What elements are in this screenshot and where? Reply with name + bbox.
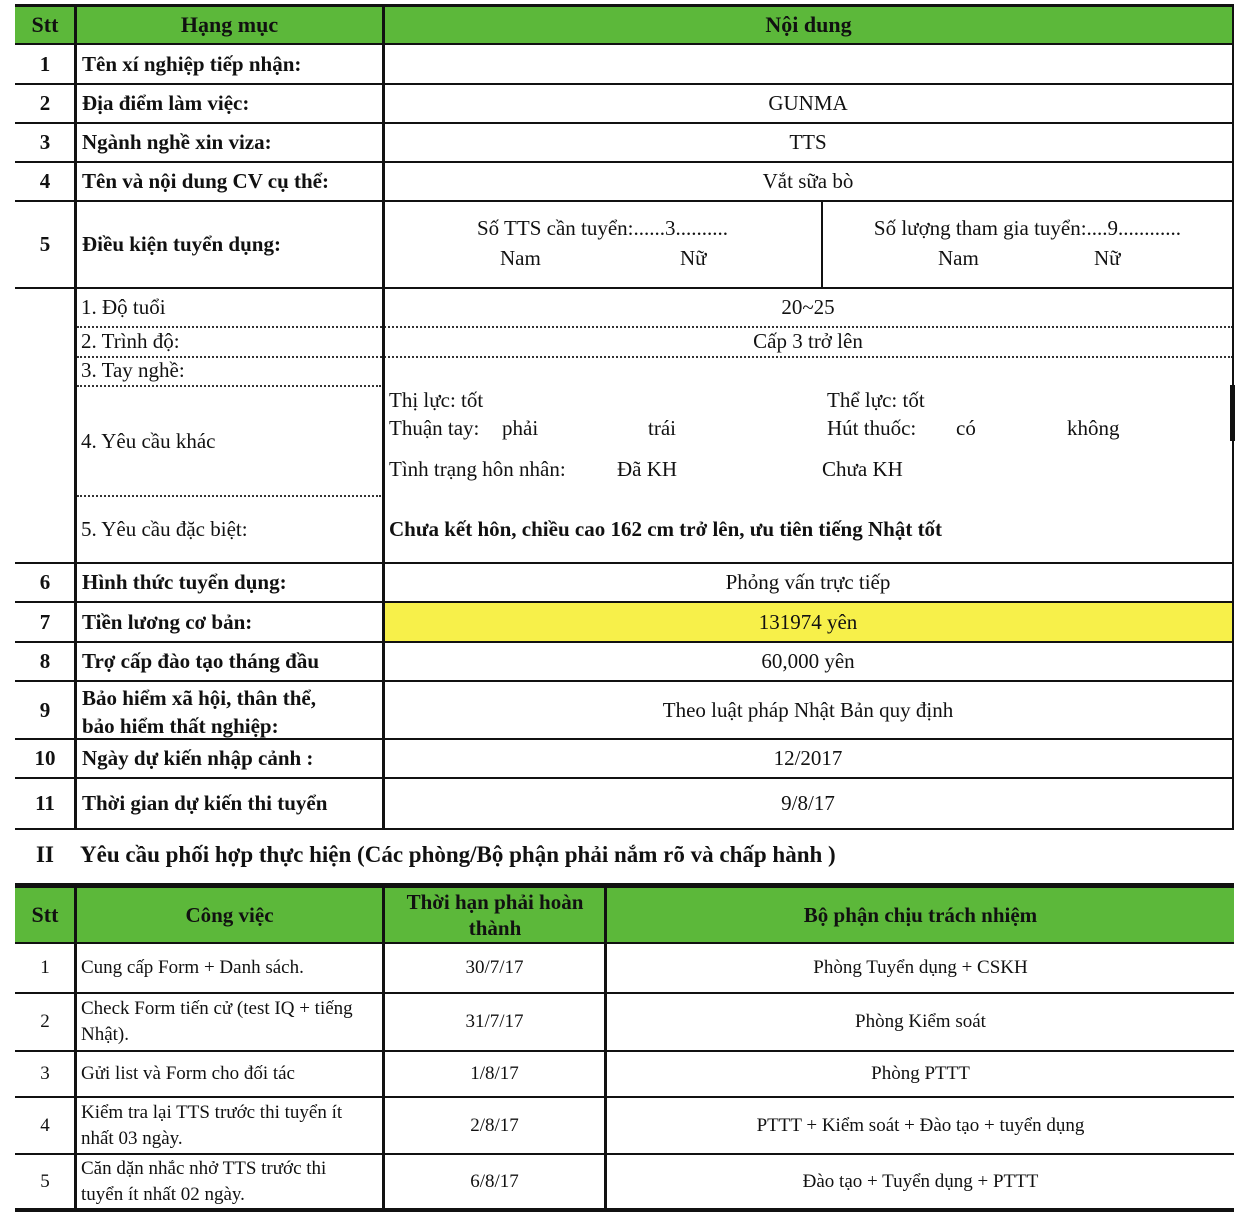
t2-row-2-dept: Phòng Kiểm soát xyxy=(855,1011,986,1032)
t2-header-deadline-text: Thời hạn phải hoàn thành xyxy=(406,890,584,940)
row-6-label: Hình thức tuyển dụng: xyxy=(82,570,287,594)
recruit-needed: Số TTS cần tuyển:......3.......... xyxy=(476,216,728,240)
recruit-participants: Số lượng tham gia tuyển:....9............ xyxy=(873,216,1182,240)
row-2-label: Địa điểm làm việc: xyxy=(82,91,250,115)
t2-row-5-deadline: 6/8/17 xyxy=(470,1170,519,1192)
t2-row-2-task xyxy=(81,994,381,1050)
row-5-label: Điều kiện tuyển dụng: xyxy=(82,232,281,256)
age-label: 1. Độ tuổi xyxy=(81,295,166,319)
row-10-stt: 10 xyxy=(34,746,56,770)
row-3-stt: 3 xyxy=(39,130,51,154)
t2-header-dept-text: Bộ phận chịu trách nhiệm xyxy=(803,902,1038,927)
t2-header-stt-text: Stt xyxy=(31,902,59,927)
education-label: 2. Trình độ: xyxy=(81,329,180,353)
t2-row-5-task xyxy=(81,1155,381,1208)
t2-row-4-stt: 4 xyxy=(40,1114,50,1136)
age-value: 20~25 xyxy=(781,295,835,319)
row-11-value: 9/8/17 xyxy=(781,791,835,815)
t2-row-2-stt: 2 xyxy=(40,1011,50,1032)
row-1-value xyxy=(384,45,1232,83)
recruit-needed-female: Nữ xyxy=(680,246,707,270)
row-8-label: Trợ cấp đào tạo tháng đầu xyxy=(82,649,320,673)
row-6-value: Phỏng vấn trực tiếp xyxy=(725,570,891,594)
t2-header-dept xyxy=(607,888,1234,942)
t2-row-4-deadline: 2/8/17 xyxy=(470,1114,519,1136)
recruit-participants-male: Nam xyxy=(938,246,979,270)
row-10-value: 12/2017 xyxy=(773,746,843,770)
special-requirements-value: Chưa kết hôn, chiều cao 162 cm trở lên, ưu tiên tiếng Nhật tốt xyxy=(389,517,943,541)
section-number: II xyxy=(36,842,54,867)
row-1-stt: 1 xyxy=(39,51,51,76)
t2-header-task xyxy=(76,888,383,942)
row-7-label: Tiền lương cơ bản: xyxy=(82,609,253,634)
row-3-value: TTS xyxy=(789,130,827,154)
section-title: Yêu cầu phối hợp thực hiện (Các phòng/Bộ phận phải nắm rõ và chấp hành ) xyxy=(80,842,836,867)
t2-row-4-task-line1: Kiểm tra lại TTS trước thi tuyển ít xyxy=(81,1101,343,1123)
header-item xyxy=(76,6,383,43)
row-9-stt: 9 xyxy=(39,697,51,722)
header-item-text: Hạng mục xyxy=(180,11,279,37)
header-stt-text: Stt xyxy=(31,11,59,37)
smoking-no: không xyxy=(1067,416,1120,440)
row-3-label: Ngành nghề xin viza: xyxy=(82,130,272,154)
row-7-stt: 7 xyxy=(39,609,51,634)
t2-row-2-task-line1: Check Form tiến cử (test IQ + tiếng xyxy=(81,998,353,1019)
row-10-label: Ngày dự kiến nhập cảnh : xyxy=(82,746,314,770)
t2-header-stt xyxy=(15,888,75,942)
row-8-stt: 8 xyxy=(39,649,51,673)
row-7-value: 131974 yên xyxy=(758,609,858,634)
t2-row-4-dept: PTTT + Kiểm soát + Đào tạo + tuyển dụng xyxy=(756,1114,1085,1136)
header-content-text: Nội dung xyxy=(765,11,852,37)
recruit-needed-male: Nam xyxy=(500,246,541,270)
row-2-value: GUNMA xyxy=(768,91,848,115)
row-6-stt: 6 xyxy=(39,570,51,594)
t2-row-3-deadline: 1/8/17 xyxy=(470,1063,519,1084)
special-requirements-label: 5. Yêu cầu đặc biệt: xyxy=(81,517,248,541)
recruit-participants-female: Nữ xyxy=(1094,246,1121,270)
marital-single: Chưa KH xyxy=(822,457,903,481)
education-value: Cấp 3 trở lên xyxy=(753,329,863,353)
row-4-label: Tên và nội dung CV cụ thể: xyxy=(82,169,329,193)
other-requirements-label: 4. Yêu cầu khác xyxy=(81,429,216,453)
row-5-stt: 5 xyxy=(39,232,51,256)
t2-row-1-task xyxy=(81,944,381,992)
t2-row-1-deadline: 30/7/17 xyxy=(465,957,524,978)
row-9-label xyxy=(82,684,382,740)
eyesight: Thị lực: tốt xyxy=(389,388,484,412)
header-content xyxy=(384,6,1233,43)
header-stt xyxy=(15,6,75,43)
handedness-label: Thuận tay: xyxy=(389,416,480,440)
row-1-label: Tên xí nghiệp tiếp nhận: xyxy=(82,51,302,76)
t2-row-5-dept: Đào tạo + Tuyển dụng + PTTT xyxy=(802,1170,1039,1192)
handedness-left: trái xyxy=(648,416,676,440)
t2-row-1-dept: Phòng Tuyển dụng + CSKH xyxy=(813,957,1028,978)
t2-row-5-stt: 5 xyxy=(40,1170,50,1192)
row-9-value: Theo luật pháp Nhật Bản quy định xyxy=(662,697,954,722)
row-9-label-line1: Bảo hiểm xã hội, thân thể, xyxy=(82,686,316,710)
row-2-stt: 2 xyxy=(39,91,51,115)
t2-row-2-task-line2: Nhật). xyxy=(81,1024,130,1045)
t2-header-task-text: Công việc xyxy=(185,902,274,927)
t2-row-3-dept: Phòng PTTT xyxy=(871,1063,970,1084)
t2-row-3-task-line1: Gửi list và Form cho đối tác xyxy=(81,1063,295,1084)
t2-row-5-task-line1: Căn dặn nhắc nhở TTS trước thi xyxy=(81,1157,327,1179)
row-11-label: Thời gian dự kiến thi tuyển xyxy=(82,791,328,815)
t2-row-2-deadline: 31/7/17 xyxy=(465,1011,524,1032)
marital-married: Đã KH xyxy=(617,457,678,481)
t2-row-5-task-line2: tuyển ít nhất 02 ngày. xyxy=(81,1183,245,1205)
smoking-label: Hút thuốc: xyxy=(827,416,917,440)
marital-label: Tình trạng hôn nhân: xyxy=(389,457,566,481)
t2-row-4-task xyxy=(81,1098,381,1153)
skill-label: 3. Tay nghề: xyxy=(81,358,185,382)
row-11-stt: 11 xyxy=(35,791,55,815)
handedness-right: phải xyxy=(502,416,539,440)
t2-row-3-stt: 3 xyxy=(40,1063,50,1084)
smoking-yes: có xyxy=(956,416,976,440)
t2-row-1-stt: 1 xyxy=(40,957,50,978)
row-4-stt: 4 xyxy=(39,169,51,193)
t2-header-deadline xyxy=(385,888,605,942)
row-4-value: Vắt sữa bò xyxy=(762,169,854,193)
t2-row-3-task xyxy=(81,1052,381,1096)
t2-row-1-task-line1: Cung cấp Form + Danh sách. xyxy=(81,957,304,978)
t2-row-4-task-line2: nhất 03 ngày. xyxy=(81,1127,183,1149)
row-8-value: 60,000 yên xyxy=(761,649,855,673)
fitness: Thể lực: tốt xyxy=(827,388,925,412)
row-9-label-line2: bảo hiểm thất nghiệp: xyxy=(82,714,279,738)
